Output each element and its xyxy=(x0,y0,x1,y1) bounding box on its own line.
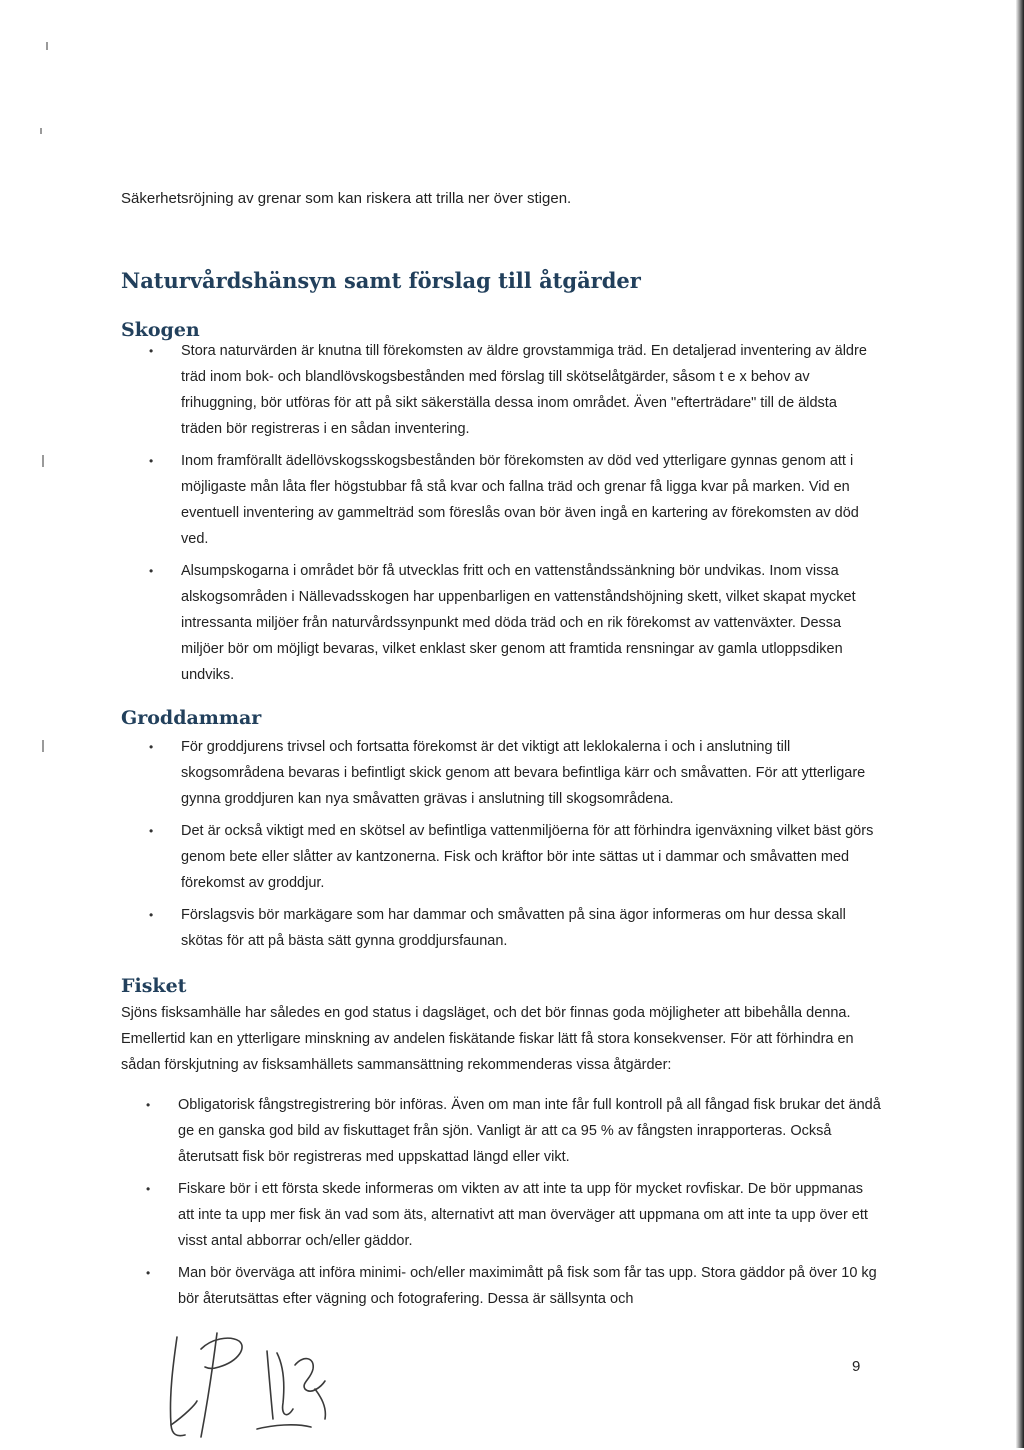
handwritten-signature-icon xyxy=(155,1325,355,1450)
scan-artifact xyxy=(40,128,42,134)
groddammar-bullet-list xyxy=(121,734,881,954)
list-item xyxy=(149,818,881,896)
list-item-text: Obligatorisk fångstregistrering bör införas. Även om man inte får full kontroll på all fångad fisk brukar det ändå ge en ganska god bild av fiskuttaget från sjön. Vanligt är att ca 95 % av fångsten inrapporteras. Också återutsatt fisk bör registreras med uppskattad längd eller vikt. xyxy=(178,1097,881,1165)
list-item xyxy=(149,902,881,954)
list-item-text: Inom framförallt ädellövskogsskogsbestånden bör förekomsten av död ved ytterligare gynnas genom att i möjligaste mån låta fler högstubbar få stå kvar och fallna träd och grenar få ligga kvar på marken. Vid en eventuell inventering av gammelträd som föreslås ovan bör även ingå en kartering av förekomsten av död ved. xyxy=(181,453,859,547)
list-item-text: Det är också viktigt med en skötsel av befintliga vattenmiljöerna för att förhindra igenväxning vilket bäst görs genom bete eller slåtter av kantzonerna. Fisk och kräftor bör inte sättas ut i dammar och småvatten med förekomst av groddjur. xyxy=(181,823,874,891)
intro-text: Säkerhetsröjning av grenar som kan riskera att trilla ner över stigen. xyxy=(121,190,572,207)
list-item xyxy=(146,1092,881,1170)
section-heading-skogen: Skogen xyxy=(121,319,200,341)
main-heading: Naturvårdshänsyn samt förslag till åtgärder xyxy=(121,268,641,293)
list-item-text: Förslagsvis bör markägare som har dammar och småvatten på sina ägor informeras om hur dessa skall skötas för att på bästa sätt gynna groddjursfaunan. xyxy=(181,907,846,949)
skogen-bullet-list xyxy=(121,338,881,688)
list-item xyxy=(146,1260,881,1312)
list-item-text: Fiskare bör i ett första skede informeras om vikten av att inte ta upp för mycket rovfiskar. De bör uppmanas att inte ta upp mer fisk än vad som äts, alternativt att man överväger att uppmana om att inte ta upp över ett visst antal abborrar och/eller gäddor. xyxy=(178,1181,868,1249)
scan-artifact xyxy=(42,455,44,467)
bullet-icon: • xyxy=(149,344,154,358)
section-heading-groddammar: Groddammar xyxy=(121,707,262,729)
page-number: 9 xyxy=(852,1358,861,1375)
scan-artifact xyxy=(42,740,44,752)
fisket-paragraph: Sjöns fisksamhälle har således en god status i dagsläget, och det bör finnas goda möjligheter att bibehålla denna. Emellertid kan en ytterligare minskning av andelen fiskätande fiskar lätt få stora konsekvenser. För att förhindra en sådan förskjutning av fisksamhällets sammansättning rekommenderas vissa åtgärder: xyxy=(121,1005,854,1073)
section-heading-fisket: Fisket xyxy=(121,975,187,997)
list-item xyxy=(149,558,881,688)
list-item xyxy=(146,1176,881,1254)
list-item-text: Alsumpskogarna i området bör få utvecklas fritt och en vattenståndssänkning bör undvikas. Inom vissa alskogsområden i Nällevadsskogen har uppenbarligen en vattenståndshöjning skett, vilket skapat mycket intressanta miljöer från naturvårdssynpunkt med döda träd och en rik förekomst av vattenväxter. Dessa miljöer bör om möjligt bevaras, vilket enklast sker genom att framtida rensningar av gamla utloppsdiken undviks. xyxy=(181,563,856,683)
scan-artifact xyxy=(46,42,48,50)
list-item-text: Stora naturvärden är knutna till förekomsten av äldre grovstammiga träd. En detaljerad inventering av äldre träd inom bok- och blandlövskogsbestånden med förslag till skötselåtgärder, såsom t e x behov av frihuggning, bör utföras för att på sikt säkerställa dessa inom området. Även "efterträdare" till de äldsta träden bör registreras i en sådan inventering. xyxy=(181,343,867,437)
document-body xyxy=(121,186,881,1318)
list-item xyxy=(149,734,881,812)
bullet-icon: • xyxy=(149,908,154,922)
bullet-icon: • xyxy=(149,824,154,838)
list-item-text: För groddjurens trivsel och fortsatta förekomst är det viktigt att leklokalerna i och i anslutning till skogsområdena bevaras i befintligt skick genom att bevara befintliga kärr och småvatten. För att ytterligare gynna groddjuren kan nya småvatten grävas i anslutning till skogsområdena. xyxy=(181,739,866,807)
bullet-icon: • xyxy=(146,1098,151,1112)
bullet-icon: • xyxy=(146,1266,151,1280)
bullet-icon: • xyxy=(149,740,154,754)
bullet-icon: • xyxy=(146,1182,151,1196)
bullet-icon: • xyxy=(149,564,154,578)
fisket-bullet-list xyxy=(121,1092,881,1312)
list-item xyxy=(149,448,881,552)
list-item xyxy=(149,338,881,442)
list-item-text: Man bör överväga att införa minimi- och/eller maximimått på fisk som får tas upp. Stora gäddor på över 10 kg bör återutsättas efter vägning och fotografering. Dessa är sällsynta och xyxy=(178,1265,877,1307)
bullet-icon: • xyxy=(149,454,154,468)
scanned-page-edge xyxy=(1016,0,1024,1448)
